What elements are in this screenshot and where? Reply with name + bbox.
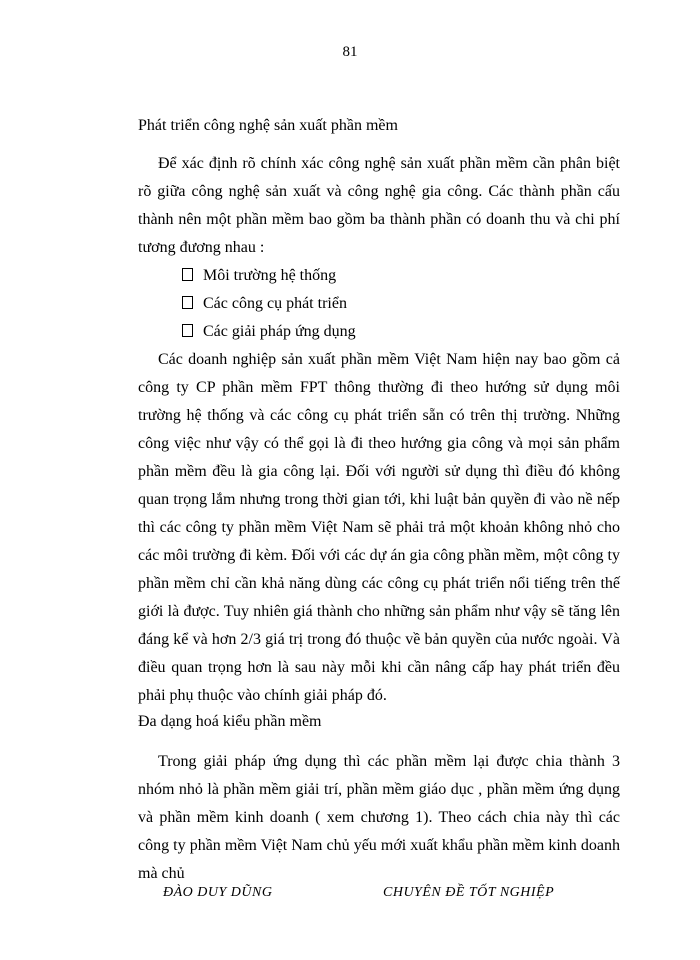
- footer-title: CHUYÊN ĐỀ TỐT NGHIỆP: [383, 885, 555, 900]
- body-paragraph-2: [138, 748, 620, 888]
- list-item: [182, 318, 356, 346]
- intro-text: Để xác định rõ chính xác công nghệ sản xuất phần mềm cần phân biệt rõ giữa công nghệ sản xuất và công nghệ gia công. Các thành phần cấu thành nên một phần mềm bao gồm ba thành phần có doanh thu và chi phí tương đương nhau :: [138, 155, 620, 256]
- body-text-1: Các doanh nghiệp sản xuất phần mềm Việt Nam hiện nay bao gồm cả công ty CP phần mềm FPT thông thường đi theo hướng sử dụng môi trường hệ thống và các công cụ phát triển sẵn có trên thị trường. Những công việc như vậy có thể gọi là đi theo hướng gia công và mọi sản phẩm phần mềm đều là gia công lại. Đối với người sử dụng thì điều đó không quan trọng lắm nhưng trong thời gian tới, khi luật bản quyền đi vào nề nếp thì các công ty phần mềm Việt Nam sẽ phải trả một khoản không nhỏ cho các môi trường đi kèm. Đối với các dự án gia công phần mềm, một công ty phần mềm chỉ cần khả năng dùng các công cụ phát triển nổi tiếng trên thế giới là được. Tuy nhiên giá thành cho những sản phẩm như vậy sẽ tăng lên đáng kể và hơn 2/3 giá trị trong đó thuộc về bản quyền của nước ngoài. Và điều quan trọng hơn là sau này mỗi khi cần nâng cấp hay phát triển đều phải phụ thuộc vào chính giải pháp đó.: [138, 351, 620, 704]
- checkbox-icon: [182, 296, 193, 309]
- list-item: [182, 262, 356, 290]
- intro-paragraph: [138, 150, 620, 262]
- page-number: 81: [342, 44, 358, 60]
- section-heading-diversification: Đa dạng hoá kiểu phần mềm: [138, 713, 322, 730]
- checkbox-icon: [182, 268, 193, 281]
- body-paragraph-1: [138, 346, 620, 710]
- checkbox-icon: [182, 324, 193, 337]
- list-item: [182, 290, 356, 318]
- footer-author: ĐÀO DUY DŨNG: [163, 885, 273, 900]
- section-heading-software-production: Phát triển công nghệ sản xuất phần mềm: [138, 117, 398, 134]
- component-list: [182, 262, 356, 346]
- list-item-label: Các giải pháp ứng dụng: [203, 323, 356, 340]
- body-text-2: Trong giải pháp ứng dụng thì các phần mềm lại được chia thành 3 nhóm nhỏ là phần mềm giải trí, phần mềm giáo dục , phần mềm ứng dụng và phần mềm kinh doanh ( xem chương 1). Theo cách chia này thì các công ty phần mềm Việt Nam chủ yếu mới xuất khẩu phần mềm kinh doanh mà chủ: [138, 753, 620, 882]
- list-item-label: Các công cụ phát triển: [203, 295, 347, 312]
- list-item-label: Môi trường hệ thống: [203, 267, 337, 284]
